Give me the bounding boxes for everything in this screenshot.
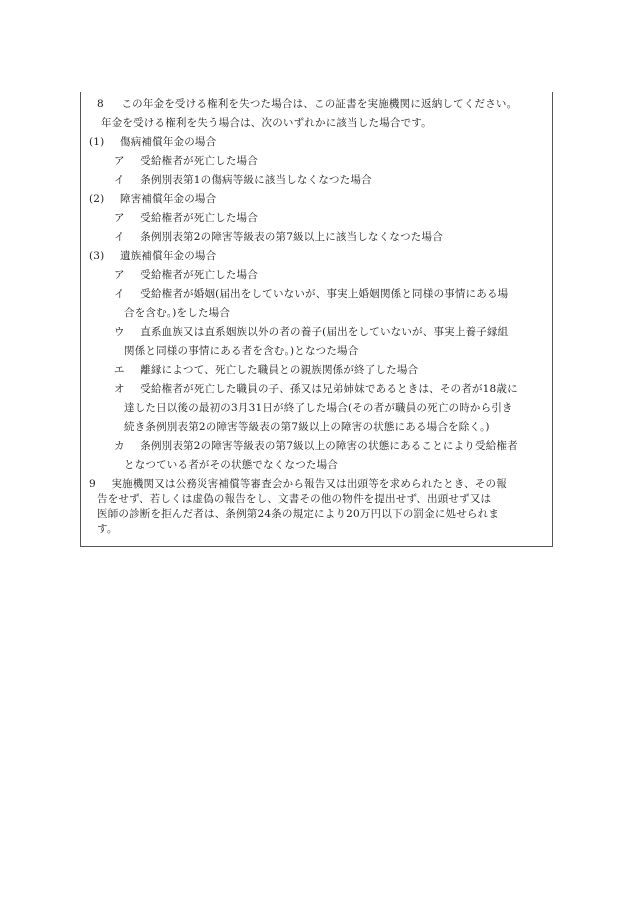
group-label: (2) [89,193,105,205]
item-text-continued: 合を含む。)をした場合 [124,307,231,319]
group-label: (1) [89,136,105,148]
list-item [114,154,258,168]
item-mark: ア [114,155,125,167]
section8-number: 8 [97,98,104,110]
section9-number: 9 [89,478,96,490]
item-text: 条例別表第2の障害等級表の第7級以上に該当しなくなつた場合 [140,231,443,243]
item-text: 離縁によつて、死亡した職員との親族関係が終了した場合 [140,364,419,376]
list-item [114,173,372,187]
item-text: 受給権者が婚姻(届出をしていないが、事実上婚姻関係と同様の事情にある場 [140,288,509,300]
section9-first-line [89,477,507,491]
group-title: 遺族補償年金の場合 [120,250,217,262]
list-item [114,211,258,225]
item-mark: イ [114,288,125,300]
item-text: 条例別表第1の傷病等級に該当しなくなつた場合 [140,174,372,186]
section9-text-continued: 告をせず、若しくは虚偽の報告をし、文書その他の物件を提出せず、出頭せず又は [97,493,492,505]
section9-text-continued: す。 [97,523,118,535]
item-text: 受給権者が死亡した場合 [140,212,258,224]
section9-text: 実施機関又は公務災害補償等審査会から報告又は出頭等を求められたとき、その報 [111,478,507,490]
list-item [114,230,443,244]
item-mark: イ [114,174,125,186]
item-mark: ウ [114,326,125,338]
section8-heading [97,97,517,111]
item-text-continued: 達した日以後の最初の3月31日が終了した場合(その者が職員の死亡の時から引き [124,402,513,414]
item-text: 受給権者が死亡した場合 [140,269,258,281]
item-mark: カ [114,440,125,452]
item-mark: エ [114,364,125,376]
section9-text-continued: 医師の診断を拒んだ者は、条例第24条の規定により20万円以下の罰金に処せられま [97,508,500,520]
item-mark: ア [114,269,125,281]
section8-intro: 年金を受ける権利を失う場合は、次のいずれかに該当した場合です。 [101,117,432,129]
item-text: 条例別表第2の障害等級表の第7級以上の障害の状態にあることにより受給権者 [140,440,518,452]
list-item [114,287,508,301]
group-title: 障害補償年金の場合 [120,193,217,205]
item-mark: ア [114,212,125,224]
item-text: 受給権者が死亡した職員の子、孫又は兄弟姉妹であるときは、その者が18歳に [140,383,518,395]
item-text: 直系血族又は直系姻族以外の者の養子(届出をしていないが、事実上養子縁組 [140,326,509,338]
list-item [114,325,508,339]
group-heading [89,135,216,149]
item-mark: オ [114,383,125,395]
item-text-continued: 関係と同様の事情にある者を含む。)となつた場合 [124,345,359,357]
group-label: (3) [89,250,105,262]
section8-heading-text: この年金を受ける権利を失つた場合は、この証書を実施機関に返納してください。 [121,98,518,110]
group-heading [89,249,216,263]
list-item [114,439,518,453]
item-text-continued: となつている者がその状態でなくなつた場合 [124,459,338,471]
item-text: 受給権者が死亡した場合 [140,155,258,167]
group-heading [89,192,216,206]
item-text-continued: 続き条例別表第2の障害等級表の第7級以上の障害の状態にある場合を除く。) [124,421,490,433]
list-item [114,382,518,396]
item-mark: イ [114,231,125,243]
list-item [114,268,258,282]
list-item [114,363,418,377]
group-title: 傷病補償年金の場合 [120,136,217,148]
